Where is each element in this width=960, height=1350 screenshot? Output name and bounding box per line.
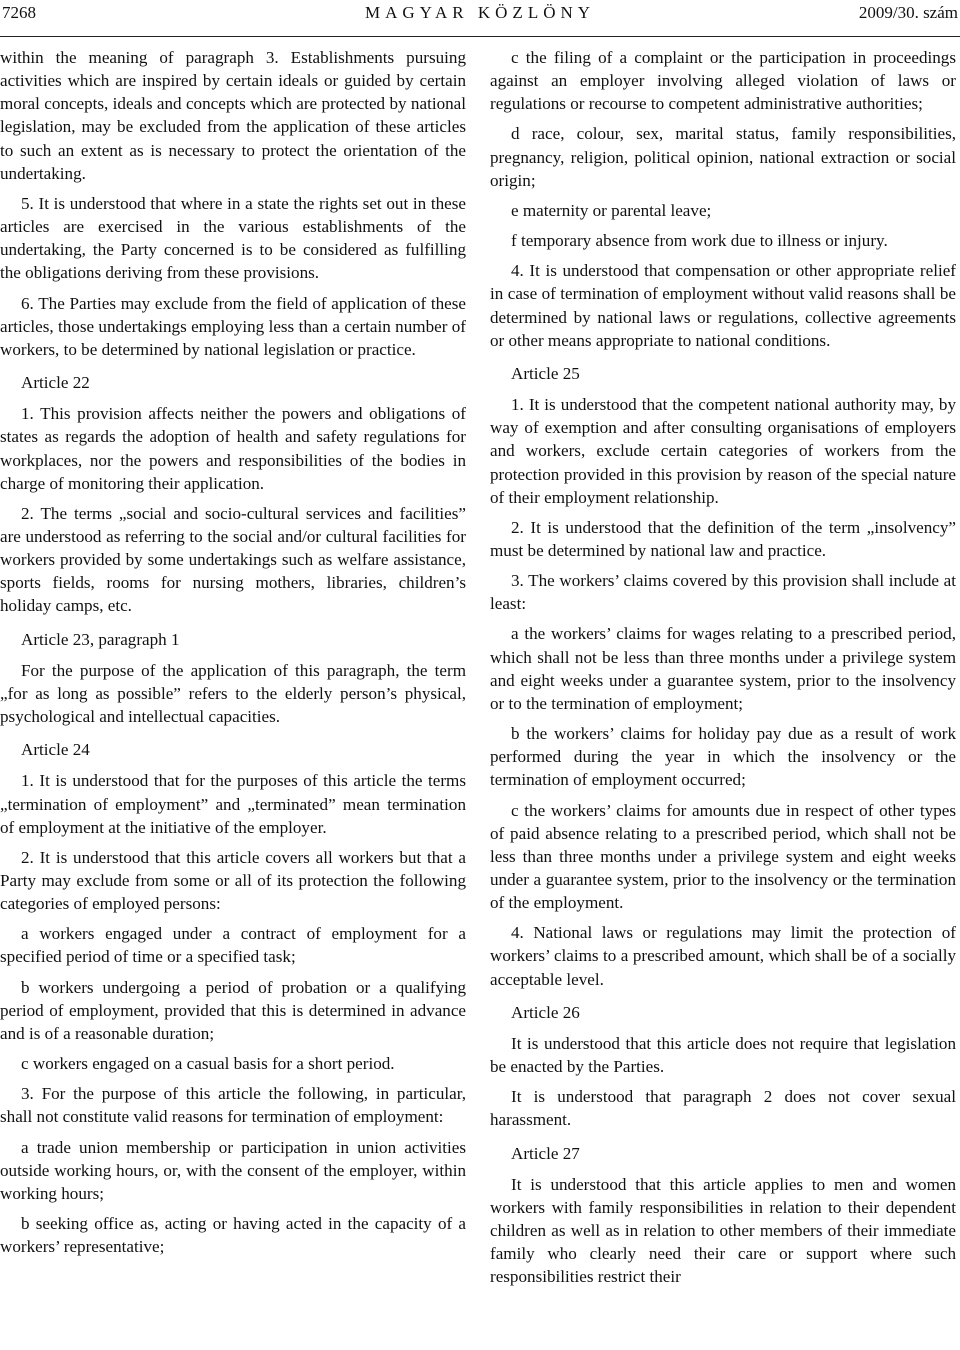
paragraph: 4. It is understood that compensation or other appropriate relief in case of termination of employment without valid reasons shall be determined by national laws or regulations, collective agreements or other means appropriate to national conditions. bbox=[490, 261, 956, 350]
paragraph: a trade union membership or participation in union activities outside working hours, or, with the consent of the employer, within working hours; bbox=[0, 1137, 466, 1203]
paragraph: 3. The workers’ claims covered by this provision shall include at least: bbox=[490, 571, 956, 614]
article-heading: Article 23, paragraph 1 bbox=[21, 629, 180, 649]
paragraph: c the filing of a complaint or the participation in proceedings against an employer involving alleged violation of laws or regulations or recourse to competent administrative authorities; bbox=[490, 48, 956, 114]
paragraph: a the workers’ claims for wages relating to a prescribed period, which shall not be less than three months under a privilege system and eight weeks under a guarantee system, prior to the insolvency or to the termination of employment; bbox=[490, 624, 956, 713]
paragraph: It is understood that this article does not require that legislation be enacted by the Parties. bbox=[490, 1033, 956, 1077]
paragraph: e maternity or parental leave; bbox=[511, 200, 712, 220]
paragraph: b workers undergoing a period of probation or a qualifying period of employment, provided that this is determined in advance and is of a reasonable duration; bbox=[0, 977, 466, 1043]
article-heading: Article 25 bbox=[511, 363, 580, 383]
paragraph: 3. For the purpose of this article the following, in particular, shall not constitute valid reasons for termination of employment: bbox=[0, 1084, 466, 1127]
page-header bbox=[0, 0, 960, 37]
paragraph: It is understood that this article applies to men and women workers with family responsibilities in relation to their dependent children as well as in relation to other members of their immediate family who clearly need their care or support where such responsibilities restrict their bbox=[490, 1174, 956, 1287]
paragraph: For the purpose of the application of this paragraph, the term „for as long as possible” refers to the elderly person’s physical, psychological and intellectual capacities. bbox=[0, 660, 466, 727]
paragraph: c workers engaged on a casual basis for a short period. bbox=[21, 1054, 395, 1074]
paragraph: It is understood that paragraph 2 does not cover sexual harassment. bbox=[490, 1087, 956, 1130]
paragraph: a workers engaged under a contract of employment for a specified period of time or a specified task; bbox=[0, 924, 466, 967]
paragraph: b seeking office as, acting or having acted in the capacity of a workers’ representative; bbox=[0, 1214, 466, 1257]
paragraph: 1. It is understood that for the purposes of this article the terms „termination of employment” and „terminated” mean termination of employment at the initiative of the employer. bbox=[0, 771, 466, 837]
paragraph: 1. It is understood that the competent national authority may, by way of exemption and after consulting organisations of employers and workers, exclude certain categories of workers from the protection provided in this provision by reason of the special nature of their employment relationship. bbox=[490, 395, 956, 507]
paragraph: 4. National laws or regulations may limit the protection of workers’ claims to a prescribed amount, which shall be of a socially acceptable level. bbox=[490, 923, 956, 989]
journal-title: MAGYAR KÖZLÖNY bbox=[364, 3, 596, 22]
paragraph: d race, colour, sex, marital status, family responsibilities, pregnancy, religion, political opinion, national extraction or social origin; bbox=[490, 124, 956, 190]
paragraph: f temporary absence from work due to illness or injury. bbox=[511, 231, 888, 251]
right-column bbox=[490, 46, 956, 1289]
paragraph: 5. It is understood that where in a state the rights set out in these articles are exercised in the various establishments of the undertaking, the Party concerned is to be considered as fulfilling the obligations deriving from these provisions. bbox=[0, 193, 466, 283]
paragraph: 2. The terms „social and socio-cultural services and facilities” are understood as referring to the social and/or cultural facilities for workers provided by some undertakings such as welfare assistance, sports fields, rooms for nursing mothers, libraries, children’s holiday camps, etc. bbox=[0, 503, 466, 616]
paragraph: within the meaning of paragraph 3. Establishments pursuing activities which are inspired by certain ideals or guided by certain moral concepts, ideals and concepts which are protected by national legislation, may be excluded from the application of these articles to such an extent as is necessary to protect the orientation of the undertaking. bbox=[0, 48, 466, 183]
paragraph: 2. It is understood that the definition of the term „insolvency” must be determined by national law and practice. bbox=[490, 517, 956, 560]
paragraph: 2. It is understood that this article covers all workers but that a Party may exclude from some or all of its protection the following categories of employed persons: bbox=[0, 847, 466, 914]
article-heading: Article 24 bbox=[21, 740, 90, 760]
page-number: 7268 bbox=[2, 3, 36, 22]
issue-number: 2009/30. szám bbox=[858, 3, 958, 22]
article-heading: Article 22 bbox=[21, 373, 90, 393]
paragraph: b the workers’ claims for holiday pay due as a result of work performed during the year in which the insolvency or the termination of employment occurred; bbox=[490, 724, 956, 790]
article-heading: Article 27 bbox=[511, 1143, 580, 1163]
article-heading: Article 26 bbox=[511, 1002, 580, 1022]
paragraph: 6. The Parties may exclude from the field of application of these articles, those undertakings employing less than a certain number of workers, to be determined by national legislation or practice. bbox=[0, 293, 466, 359]
paragraph: c the workers’ claims for amounts due in respect of other types of paid absence relating to a prescribed period, which shall not be less than three months under a privilege system and eight weeks under a guarantee system, prior to the insolvency or the termination of the employment. bbox=[490, 800, 956, 913]
paragraph: 1. This provision affects neither the powers and obligations of states as regards the adoption of health and safety regulations for workplaces, nor the powers and responsibilities of the bodies in charge of monitoring their application. bbox=[0, 404, 466, 493]
left-column bbox=[0, 46, 466, 1258]
